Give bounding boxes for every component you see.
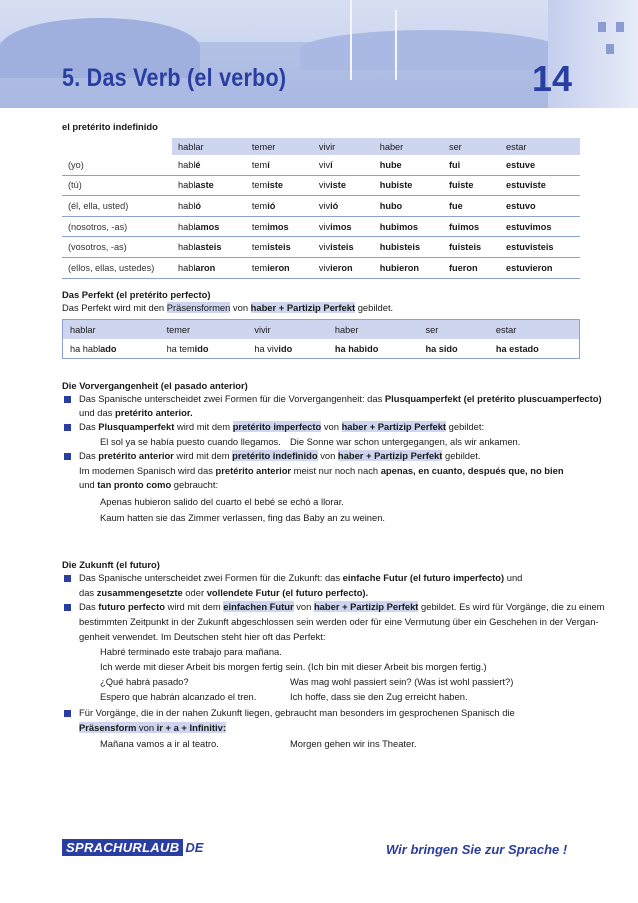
perfekt-intro (62, 302, 393, 313)
form-cell (489, 339, 580, 359)
text: pretérito indefinido (232, 450, 318, 461)
stem: hube (379, 159, 402, 170)
example-es: Espero que habrán alcanzado el tren. (100, 691, 257, 702)
form-cell (313, 196, 374, 217)
s3-bullet1 (79, 393, 602, 404)
stem: estuviste (506, 180, 546, 191)
stem: ha sido (425, 343, 458, 354)
form-cell (374, 257, 443, 278)
ending: ado (100, 343, 117, 354)
text: Plusquamperfekt (98, 421, 175, 432)
bullet-icon (64, 604, 71, 611)
s3-bullet3-cont2 (79, 479, 218, 490)
perfekt-table (62, 319, 580, 359)
stem: habl (178, 180, 196, 191)
hill-graphic (300, 30, 560, 70)
ending: isteis (267, 242, 291, 253)
text: pretérito anterior (98, 450, 174, 461)
form-cell (246, 196, 313, 217)
text: Das Perfekt wird mit den (62, 302, 167, 313)
stem: viv (318, 159, 331, 170)
text: gebildet: (446, 421, 485, 432)
text: wird mit dem (173, 450, 233, 461)
text: vollendete Futur (el futuro perfecto). (206, 587, 369, 598)
stem: tem (251, 180, 268, 191)
window-shape (616, 22, 624, 32)
s3-bullet3 (79, 450, 480, 461)
text: und das (79, 407, 115, 418)
person-cell: (yo) (62, 155, 172, 175)
form-cell (374, 196, 443, 217)
text: das (79, 587, 97, 598)
text: gebildet. Es wird für Vorgänge, die zu einem (418, 601, 605, 612)
ending: é (195, 159, 201, 170)
stem: estuve (506, 159, 536, 170)
ending: aron (195, 262, 216, 273)
stem: hubimos (379, 221, 418, 232)
text: meist nur noch nach (291, 465, 381, 476)
form-cell (443, 216, 500, 237)
stem: estuvisteis (506, 242, 554, 253)
ending: amos (195, 221, 220, 232)
chapter-number: 14 (532, 58, 573, 99)
text: von (136, 722, 157, 733)
s4-bullet1-cont (79, 587, 368, 598)
table-header (62, 138, 580, 155)
text: Das Spanische unterscheidet zwei Formen für die Vorvergangenheit: das (79, 393, 385, 404)
stem: viv (318, 200, 331, 211)
ending: imos (267, 221, 289, 232)
form-cell (172, 237, 246, 258)
stem: habl (178, 262, 196, 273)
text: oder (182, 587, 207, 598)
stem: habl (178, 242, 196, 253)
ending: aste (195, 180, 214, 191)
text: pretérito anterior (215, 465, 292, 476)
mast-graphic (350, 0, 352, 80)
example-es: ¿Qué habrá pasado? (100, 676, 189, 687)
form-cell (374, 237, 443, 258)
stem: viv (318, 242, 331, 253)
s4-bullet3-cont (79, 722, 226, 733)
text: zusammengesetzte (96, 587, 183, 598)
example-de: Die Sonne war schon untergegangen, als wir ankamen. (290, 436, 521, 447)
section-title-indefinido: el pretérito indefinido (62, 121, 158, 132)
stem: habl (178, 200, 196, 211)
header-cell: haber (328, 320, 419, 340)
form-cell (418, 339, 488, 359)
header-cell: hablar (172, 138, 246, 155)
stem: tem (251, 200, 268, 211)
example-de: Ich hoffe, dass sie den Zug erreicht haben. (290, 691, 468, 702)
ending: ido (278, 343, 293, 354)
s3-bullet3-cont (79, 465, 564, 476)
window-shape (598, 22, 606, 32)
section-title-perfekt: Das Perfekt (el pretérito perfecto) (62, 289, 211, 300)
ending: í (330, 159, 333, 170)
example-de: Kaum hatten sie das Zimmer verlassen, fing das Baby an zu weinen. (100, 512, 386, 523)
section-title-zukunft: Die Zukunft (el futuro) (62, 559, 160, 570)
form-cell (172, 257, 246, 278)
form-cell (500, 216, 580, 237)
s3-bullet2 (79, 421, 484, 432)
ending: ió (330, 200, 339, 211)
ending: iste (330, 180, 346, 191)
person-cell: (nosotros, -as) (62, 216, 172, 237)
form-cell (443, 237, 500, 258)
header-cell: vivir (313, 138, 374, 155)
stem: fuiste (448, 180, 474, 191)
ending: ieron (330, 262, 353, 273)
header-cell: ser (418, 320, 488, 340)
ending: ieron (267, 262, 290, 273)
stem: viv (318, 262, 331, 273)
form-cell (313, 155, 374, 175)
form-cell (313, 216, 374, 237)
ending: ió (267, 200, 276, 211)
bullet-icon (64, 424, 71, 431)
header-cell: haber (374, 138, 443, 155)
text: Das (79, 421, 99, 432)
stem: hubiste (379, 180, 413, 191)
form-cell (500, 257, 580, 278)
example-de: Ich werde mit dieser Arbeit bis morgen fertig sein. (Ich bin mit dieser Arbeit bis morgen fertig.) (100, 661, 487, 672)
stem: ha viv (254, 343, 279, 354)
text: Das (79, 601, 99, 612)
stem: hubieron (379, 262, 420, 273)
stem: ha habl (70, 343, 101, 354)
ending: iste (267, 180, 284, 191)
form-cell (246, 216, 313, 237)
form-cell (246, 155, 313, 175)
text: gebildet. (355, 302, 394, 313)
table-row (62, 196, 580, 217)
text: von (293, 601, 314, 612)
form-cell (313, 237, 374, 258)
example-es: Habré terminado este trabajo para mañana. (100, 646, 282, 657)
text: gebildet. (442, 450, 481, 461)
logo-text: SPRACHURLAUB (62, 839, 183, 856)
form-cell (374, 175, 443, 196)
form-cell (246, 237, 313, 258)
text: Präsensformen (166, 302, 231, 313)
example-es: Apenas hubieron salido del cuarto el bebé se echó a llorar. (100, 496, 344, 507)
header-cell: vivir (247, 320, 328, 340)
stem: ha tem (166, 343, 195, 354)
stem: hubo (379, 200, 403, 211)
person-cell: (vosotros, -as) (62, 237, 172, 258)
text: apenas, en cuanto, después que, no bien (380, 465, 564, 476)
logo-suffix: DE (185, 839, 204, 855)
ending: í (267, 159, 270, 170)
text: und (504, 572, 523, 583)
person-cell: (él, ella, usted) (62, 196, 172, 217)
s4-bullet2 (79, 601, 604, 612)
stem: fuimos (448, 221, 480, 232)
text: pretérito imperfecto (232, 421, 322, 432)
form-cell (172, 155, 246, 175)
table-row (62, 175, 580, 196)
ending: isteis (330, 242, 354, 253)
stem: ha habido (334, 343, 379, 354)
form-cell (500, 237, 580, 258)
table-row (62, 237, 580, 258)
footer-slogan: Wir bringen Sie zur Sprache ! (386, 842, 568, 857)
s3-bullet1-cont (79, 407, 193, 418)
stem: ha estado (495, 343, 539, 354)
header-cell: temer (246, 138, 313, 155)
stem: tem (251, 221, 268, 232)
form-cell (172, 216, 246, 237)
form-cell (246, 175, 313, 196)
ending: imos (330, 221, 352, 232)
text: gebraucht: (171, 479, 219, 490)
table-header (63, 320, 580, 340)
form-cell (500, 175, 580, 196)
bullet-icon (64, 575, 71, 582)
form-cell (443, 196, 500, 217)
text: ir + a + Infinitiv: (156, 722, 226, 733)
ending: ó (195, 200, 201, 211)
window-shape (606, 44, 614, 54)
text: pretérito anterior. (114, 407, 193, 418)
table-row (62, 257, 580, 278)
example-de: Was mag wohl passiert sein? (Was ist wohl passiert?) (290, 676, 514, 687)
bullet-icon (64, 453, 71, 460)
person-cell: (ellos, ellas, ustedes) (62, 257, 172, 278)
form-cell (313, 257, 374, 278)
stem: viv (318, 180, 331, 191)
form-cell (328, 339, 419, 359)
text: Plusquamperfekt (el pretérito pluscuamperfecto) (384, 393, 602, 404)
text: tan pronto como (97, 479, 172, 490)
example-es: Mañana vamos a ir al teatro. (100, 738, 219, 749)
text: und (79, 479, 98, 490)
person-cell: (tú) (62, 175, 172, 196)
table-row (62, 155, 580, 175)
ending: ido (194, 343, 209, 354)
indefinido-table (62, 138, 580, 279)
text: einfachen Futur (223, 601, 294, 612)
form-cell (443, 155, 500, 175)
stem: habl (178, 159, 196, 170)
form-cell (313, 175, 374, 196)
text: von (230, 302, 251, 313)
form-cell (443, 175, 500, 196)
form-cell (500, 155, 580, 175)
stem: tem (251, 159, 268, 170)
stem: tem (251, 262, 268, 273)
text: haber + Partizip Perfekt (313, 601, 419, 612)
bullet-icon (64, 710, 71, 717)
example-es: El sol ya se había puesto cuando llegamos. (100, 436, 281, 447)
form-cell (63, 339, 160, 359)
stem: fueron (448, 262, 478, 273)
stem: hubisteis (379, 242, 421, 253)
ending: asteis (195, 242, 222, 253)
s4-bullet2-cont2: genheit verwendet. Im Deutschen steht hier oft das Perfekt: (79, 631, 326, 642)
stem: viv (318, 221, 331, 232)
form-cell (374, 155, 443, 175)
header-cell: hablar (63, 320, 160, 340)
s4-bullet2-cont: bestimmten Zeitpunkt in der Zukunft abgeschlossen sein werden oder für eine Vermutung über ein Geschehen in der Vergan- (79, 616, 599, 627)
form-cell (374, 216, 443, 237)
form-cell (247, 339, 328, 359)
text: von (317, 450, 338, 461)
header-cell: ser (443, 138, 500, 155)
text: einfache Futur (el futuro imperfecto) (342, 572, 505, 583)
text: haber + Partizip Perfekt (250, 302, 356, 313)
stem: estuvo (506, 200, 536, 211)
form-cell (160, 339, 248, 359)
footer-logo[interactable] (62, 838, 203, 856)
text: futuro perfecto (98, 601, 165, 612)
stem: habl (178, 221, 196, 232)
text: Präsensform (79, 722, 137, 733)
header-cell: temer (160, 320, 248, 340)
form-cell (172, 175, 246, 196)
section-title-vorvergangenheit: Die Vorvergangenheit (el pasado anterior) (62, 380, 248, 391)
stem: estuvieron (506, 262, 553, 273)
text: haber + Partizip Perfekt (341, 421, 447, 432)
text: Im modernen Spanisch wird das (79, 465, 216, 476)
header-cell: estar (489, 320, 580, 340)
stem: fuisteis (448, 242, 482, 253)
form-cell (500, 196, 580, 217)
table-row (63, 339, 580, 359)
text: haber + Partizip Perfekt (337, 450, 443, 461)
example-de: Morgen gehen wir ins Theater. (290, 738, 417, 749)
bullet-icon (64, 396, 71, 403)
stem: estuvimos (506, 221, 552, 232)
s4-bullet1 (79, 572, 522, 583)
form-cell (172, 196, 246, 217)
text: Das Spanische unterscheidet zwei Formen für die Zukunft: das (79, 572, 343, 583)
stem: fue (448, 200, 463, 211)
text: von (321, 421, 342, 432)
stem: fui (448, 159, 461, 170)
text: Das (79, 450, 99, 461)
table-row (62, 216, 580, 237)
page-title: 5. Das Verb (el verbo) (62, 64, 287, 92)
mast-graphic (395, 10, 397, 80)
text: wird mit dem (174, 421, 233, 432)
stem: tem (251, 242, 268, 253)
form-cell (246, 257, 313, 278)
header-cell (62, 138, 172, 155)
s4-bullet3: Für Vorgänge, die in der nahen Zukunft liegen, gebraucht man besonders im gesprochenen Spanisch die (79, 707, 515, 718)
text: wird mit dem (164, 601, 224, 612)
header-cell: estar (500, 138, 580, 155)
form-cell (443, 257, 500, 278)
